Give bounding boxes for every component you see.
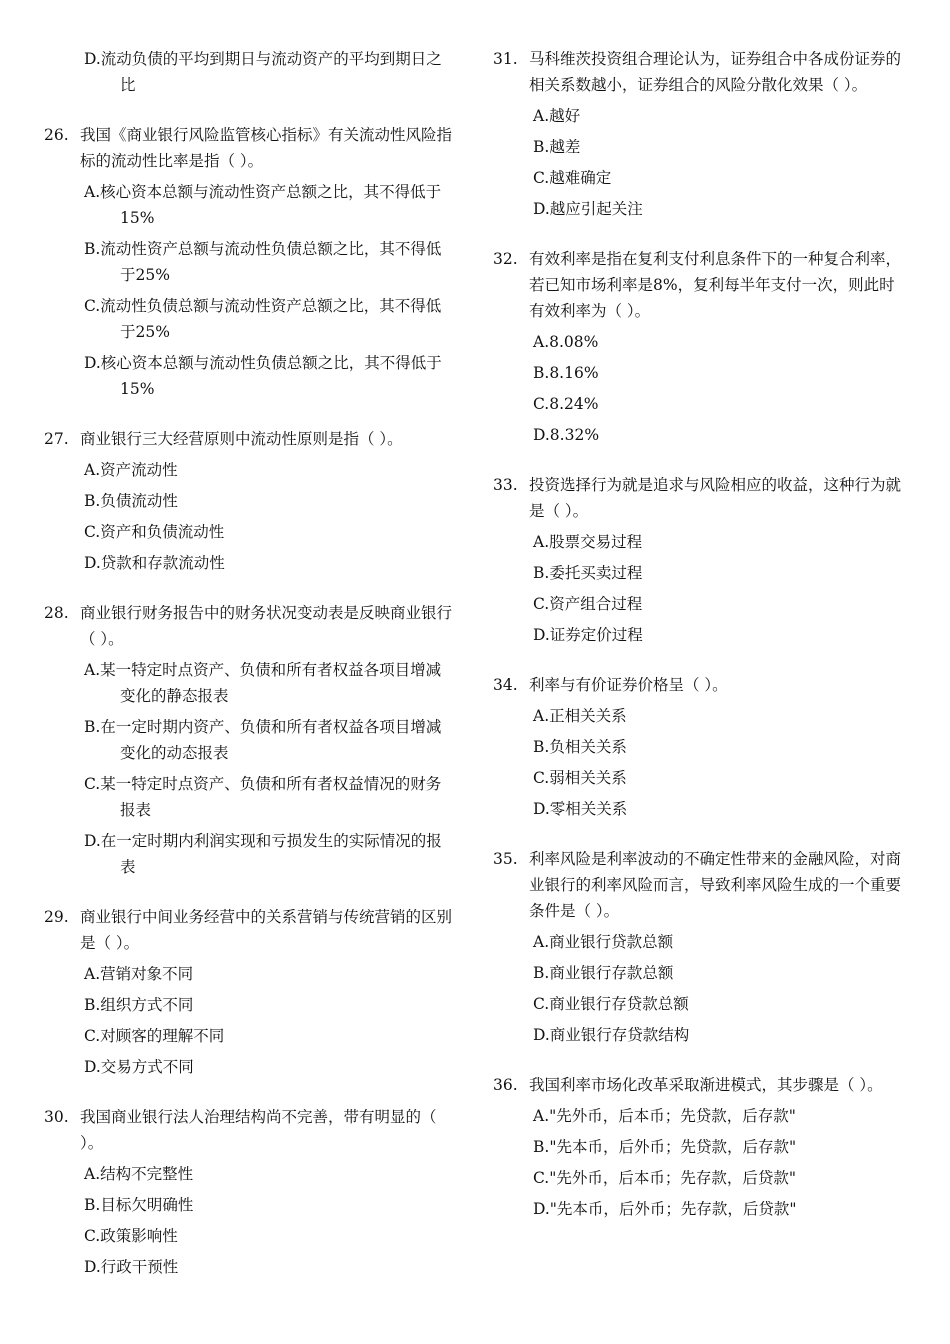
option-b: B.8.16% (533, 364, 599, 382)
question-number: 35. (493, 850, 518, 868)
option-c: C.对顾客的理解不同 (84, 1027, 225, 1045)
question-text: 我国商业银行法人治理结构尚不完善，带有明显的（ ）。 (80, 1108, 437, 1152)
option-c: C.越难确定 (533, 169, 612, 187)
question-number: 34. (493, 676, 518, 694)
option-c: C.弱相关关系 (533, 769, 627, 787)
question-stem (493, 46, 905, 98)
question-number: 27. (44, 430, 69, 448)
option-d: D.核心资本总额与流动性负债总额之比，其不得低于15% (84, 354, 442, 398)
option-d: D.贷款和存款流动性 (84, 554, 225, 572)
question-number: 31. (493, 50, 518, 68)
question-stem (44, 426, 456, 452)
question-number: 36. (493, 1076, 518, 1094)
option-c: C.某一特定时点资产、负债和所有者权益情况的财务报表 (84, 775, 442, 819)
question-text: 投资选择行为就是追求与风险相应的收益，这种行为就是（ ）。 (529, 476, 902, 520)
question-stem (493, 672, 905, 698)
option-b: B."先本币，后外币；先贷款，后存款" (533, 1138, 797, 1156)
option-d: D.零相关关系 (533, 800, 628, 818)
option-c: C.政策影响性 (84, 1227, 178, 1245)
option-a: A.8.08% (533, 333, 599, 351)
question-27 (44, 426, 456, 576)
question-31 (493, 46, 905, 222)
option-b: B.组织方式不同 (84, 996, 194, 1014)
option-c: C."先外币，后本币；先存款，后贷款" (533, 1169, 796, 1187)
question-33 (493, 472, 905, 648)
option-d: D.证券定价过程 (533, 626, 643, 644)
question-28 (44, 600, 456, 880)
question-26 (44, 122, 456, 402)
question-number: 32. (493, 250, 518, 268)
option-a: A.核心资本总额与流动性资产总额之比，其不得低于15% (84, 183, 442, 227)
option-d: D."先本币，后外币；先存款，后贷款" (533, 1200, 797, 1218)
question-stem (493, 472, 905, 524)
question-30 (44, 1104, 456, 1280)
question-36 (493, 1072, 905, 1222)
question-stem (44, 904, 456, 956)
question-text: 商业银行三大经营原则中流动性原则是指（ ）。 (80, 430, 403, 448)
option-a: A.股票交易过程 (533, 533, 643, 551)
question-text: 我国利率市场化改革采取渐进模式，其步骤是（ ）。 (529, 1076, 883, 1094)
question-stem (44, 1104, 456, 1156)
option-d: D.在一定时期内利润实现和亏损发生的实际情况的报表 (84, 832, 442, 876)
question-text: 利率风险是利率波动的不确定性带来的金融风险，对商业银行的利率风险而言，导致利率风险生成的一个重要条件是（ ）。 (529, 850, 902, 920)
option-a: A.正相关关系 (533, 707, 627, 725)
option-b: B.目标欠明确性 (84, 1196, 194, 1214)
right-column (493, 46, 905, 1246)
option-a: A.营销对象不同 (84, 965, 194, 983)
question-text: 马科维茨投资组合理论认为，证券组合中各成份证券的相关系数越小，证券组合的风险分散化效果（ ）。 (529, 50, 902, 94)
question-stem (44, 600, 456, 652)
option-a: A.某一特定时点资产、负债和所有者权益各项目增减变化的静态报表 (84, 661, 442, 705)
option-c: C.流动性负债总额与流动性资产总额之比，其不得低于25% (84, 297, 442, 341)
question-25-continuation (44, 46, 456, 98)
question-number: 28. (44, 604, 69, 622)
option-d: D.流动负债的平均到期日与流动资产的平均到期日之比 (84, 50, 442, 94)
option-b: B.负债流动性 (84, 492, 178, 510)
question-number: 26. (44, 126, 69, 144)
question-text: 利率与有价证券价格呈（ ）。 (529, 676, 728, 694)
option-a: A."先外币，后本币；先贷款，后存款" (533, 1107, 796, 1125)
option-b: B.委托买卖过程 (533, 564, 643, 582)
option-c: C.8.24% (533, 395, 599, 413)
option-c: C.商业银行存贷款总额 (533, 995, 689, 1013)
option-b: B.在一定时期内资产、负债和所有者权益各项目增减变化的动态报表 (84, 718, 442, 762)
option-c: C.资产组合过程 (533, 595, 643, 613)
option-b: B.流动性资产总额与流动性负债总额之比，其不得低于25% (84, 240, 442, 284)
question-29 (44, 904, 456, 1080)
left-column (44, 46, 456, 1304)
option-d: D.行政干预性 (84, 1258, 179, 1276)
option-b: B.越差 (533, 138, 581, 156)
option-d: D.交易方式不同 (84, 1058, 194, 1076)
option-a: A.越好 (533, 107, 581, 125)
question-stem (44, 122, 456, 174)
question-number: 29. (44, 908, 69, 926)
question-32 (493, 246, 905, 448)
option-d: D.8.32% (533, 426, 600, 444)
option-a: A.资产流动性 (84, 461, 178, 479)
question-text: 商业银行中间业务经营中的关系营销与传统营销的区别是（ ）。 (80, 908, 453, 952)
question-stem (493, 846, 905, 924)
question-text: 我国《商业银行风险监管核心指标》有关流动性风险指标的流动性比率是指（ ）。 (80, 126, 453, 170)
question-stem (493, 246, 905, 324)
question-number: 30. (44, 1108, 69, 1126)
option-b: B.商业银行存款总额 (533, 964, 674, 982)
question-text: 商业银行财务报告中的财务状况变动表是反映商业银行（ ）。 (80, 604, 453, 648)
question-number: 33. (493, 476, 518, 494)
question-34 (493, 672, 905, 822)
option-c: C.资产和负债流动性 (84, 523, 225, 541)
question-text: 有效利率是指在复利支付利息条件下的一种复合利率，若已知市场利率是8%，复利每半年支付一次，则此时有效利率为（ ）。 (529, 250, 902, 320)
question-35 (493, 846, 905, 1048)
option-a: A.商业银行贷款总额 (533, 933, 674, 951)
option-a: A.结构不完整性 (84, 1165, 194, 1183)
option-b: B.负相关关系 (533, 738, 627, 756)
option-d: D.越应引起关注 (533, 200, 643, 218)
question-stem (493, 1072, 905, 1098)
option-d: D.商业银行存贷款结构 (533, 1026, 690, 1044)
